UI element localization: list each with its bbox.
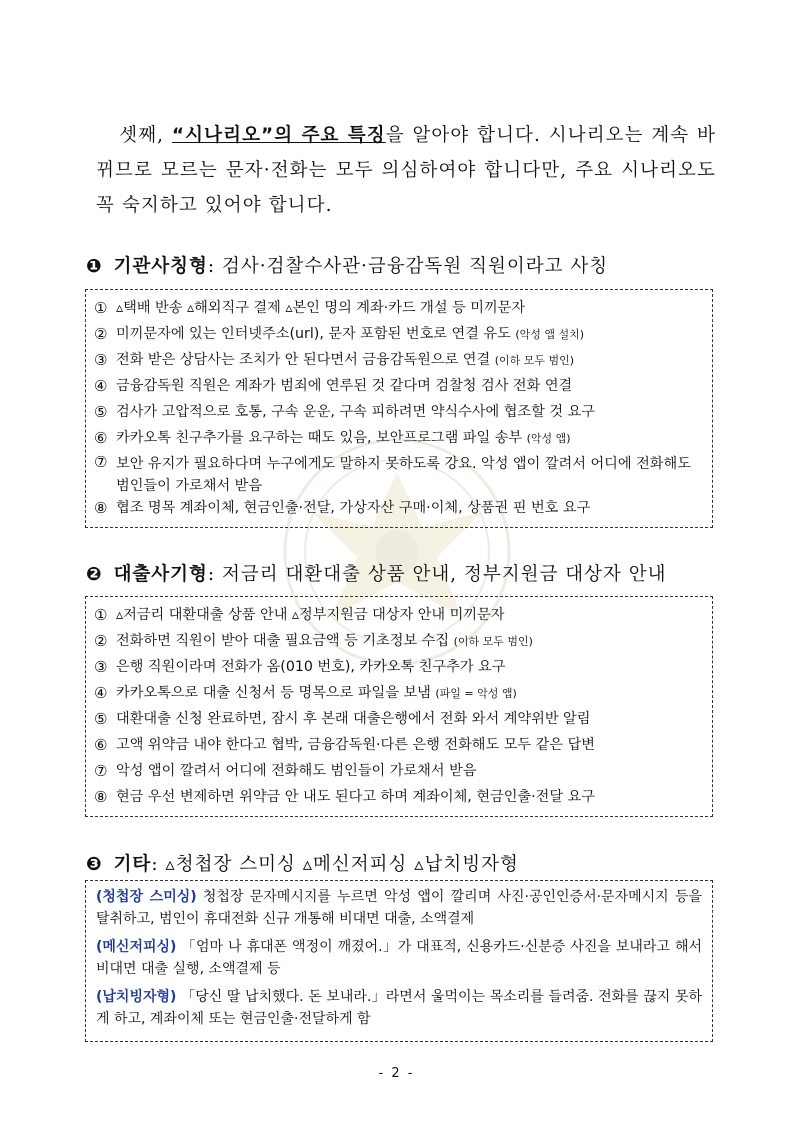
item-main-text: 대환대출 신청 완료하면, 잠시 후 본래 대출은행에서 전화 와서 계약위반 알림 (116, 711, 591, 727)
item-text (116, 451, 704, 497)
item-text (116, 630, 704, 653)
section-1-box (85, 289, 713, 528)
section-2-title: 대출사기형 (113, 564, 208, 585)
item-number: ① (94, 299, 108, 317)
list-item (94, 784, 704, 810)
item-text (116, 427, 704, 450)
section-2-subtitle: : 저금리 대환대출 상품 안내, 정부지원금 대상자 안내 (207, 564, 667, 585)
item-main-text: 전화 받은 상담사는 조치가 안 된다면서 금융감독원으로 연결 (116, 351, 495, 368)
section-1-title: 기관사칭형 (113, 256, 208, 277)
item-main-text: 협조 명목 계좌이체, 현금인출·전달, 가상자산 구매·이체, 상품권 핀 번호 요구 (116, 500, 591, 516)
item-note: (악성 앱 설치) (515, 327, 585, 341)
item-number: ③ (94, 658, 108, 676)
list-item (94, 321, 704, 347)
section-3-subtitle: : ▵청첩장 스미싱 ▵메신저피싱 ▵납치빙자형 (151, 854, 519, 875)
list-item (94, 654, 704, 680)
scenario-label: (납치빙자형) (96, 989, 177, 1005)
list-item (94, 732, 704, 758)
list-item (94, 451, 704, 495)
scenario-entry (96, 986, 702, 1030)
item-main-text: 고액 위약금 내야 한다고 협박, 금융감독원·다른 은행 전화해도 모두 같은 답변 (116, 737, 595, 753)
item-number: ⑥ (94, 429, 108, 447)
section-3-title: 기타 (113, 854, 152, 875)
item-number: ④ (94, 377, 108, 395)
item-number: ① (94, 606, 108, 624)
scenario-entry (96, 936, 702, 980)
scenario-label: (메신저피싱) (96, 939, 177, 955)
item-text (116, 375, 704, 397)
item-text (116, 497, 704, 519)
section-1-subtitle: : 검사·검찰수사관·금융감독원 직원이라고 사칭 (207, 256, 609, 277)
item-text (116, 734, 704, 756)
list-item (94, 295, 704, 321)
scenario-text: 청첩장 문자메시지를 누르면 악성 앱이 깔리며 사진·공인인증서·문자메시지 등을 탈취하고, 범인이 휴대전화 신규 개통해 비대면 대출, 소액결제 (96, 889, 702, 927)
list-item (94, 758, 704, 784)
item-main-text: 보안 유지가 필요하다며 누구에게도 말하지 못하도록 강요. 악성 앱이 깔려서 어디에 전화해도 범인들이 가로채서 받음 (116, 456, 691, 494)
list-item (94, 373, 704, 399)
item-main-text: 카카오톡 친구추가를 요구하는 때도 있음, 보안프로그램 파일 송부 (116, 429, 527, 446)
item-number: ⑧ (94, 788, 108, 806)
item-main-text: 미끼문자에 있는 인터넷주소(url), 문자 포함된 번호로 연결 유도 (116, 325, 516, 342)
item-text (116, 656, 704, 678)
item-number: ② (94, 325, 108, 343)
item-text (116, 786, 704, 808)
item-number: ⑧ (94, 499, 108, 517)
item-main-text: 은행 직원이라며 전화가 옴(010 번호), 카카오톡 친구추가 요구 (116, 659, 506, 675)
intro-key-phrase: “시나리오”의 주요 특징 (171, 125, 386, 146)
scenario-text: 「당신 딸 납치했다. 돈 보내라.」라면서 울먹이는 목소리를 들려줌. 전화를 끊지 못하게 하고, 계좌이체 또는 현금인출·전달하게 함 (96, 989, 702, 1027)
item-note: (이하 모두 범인) (453, 634, 533, 648)
item-main-text: 검사가 고압적으로 호통, 구속 운운, 구속 피하려면 약식수사에 협조할 것 요구 (116, 404, 595, 420)
list-item (94, 399, 704, 425)
item-number: ⑤ (94, 710, 108, 728)
scenario-text: 「엄마 나 휴대폰 액정이 깨졌어.」가 대표적, 신용카드·신분증 사진을 보내라고 해서 비대면 대출 실행, 소액결제 등 (96, 939, 702, 977)
item-number: ⑦ (94, 453, 108, 471)
item-note: (파일 = 악성 앱) (435, 686, 517, 700)
item-text (116, 401, 704, 423)
section-2-box (85, 596, 713, 817)
item-text (116, 604, 704, 626)
section-3-heading (86, 850, 519, 876)
scenario-entry (96, 886, 702, 930)
section-3-box (85, 880, 713, 1042)
list-item (94, 347, 704, 373)
item-text (116, 708, 704, 730)
item-main-text: ▵저금리 대환대출 상품 안내 ▵정부지원금 대상자 안내 미끼문자 (116, 607, 505, 623)
item-number: ③ (94, 351, 108, 369)
section-2-heading (86, 560, 667, 586)
intro-paragraph (96, 118, 716, 223)
section-1-number: ❶ (86, 256, 103, 277)
list-item (94, 628, 704, 654)
item-main-text: 전화하면 직원이 받아 대출 필요금액 등 기초정보 수집 (116, 632, 454, 649)
item-main-text: 악성 앱이 깔려서 어디에 전화해도 범인들이 가로채서 받음 (116, 763, 477, 779)
item-main-text: 금융감독원 직원은 계좌가 범죄에 연루된 것 같다며 검찰청 검사 전화 연결 (116, 378, 573, 394)
item-number: ⑦ (94, 762, 108, 780)
item-number: ⑥ (94, 736, 108, 754)
item-text (116, 297, 704, 319)
item-note: (악성 앱) (526, 431, 571, 445)
item-text (116, 760, 704, 782)
intro-post: 을 알아야 합니다. 시나리오는 계속 바뀌므로 모르는 문자·전화는 모두 의심하여야 합니다만, 주요 시나리오도 꼭 숙지하고 있어야 합니다. (96, 125, 716, 216)
item-number: ② (94, 632, 108, 650)
section-1-heading (86, 252, 608, 278)
item-text (116, 323, 704, 346)
list-item (94, 602, 704, 628)
section-3-number: ❸ (86, 854, 103, 875)
list-item (94, 680, 704, 706)
item-main-text: ▵택배 반송 ▵해외직구 결제 ▵본인 명의 계좌·카드 개설 등 미끼문자 (116, 300, 526, 316)
list-item (94, 495, 704, 521)
item-main-text: 현금 우선 변제하면 위약금 안 내도 된다고 하며 계좌이체, 현금인출·전달 요구 (116, 789, 595, 805)
item-number: ④ (94, 684, 108, 702)
item-text (116, 349, 704, 372)
section-2-number: ❷ (86, 564, 103, 585)
intro-pre: 셋째, (119, 125, 172, 146)
list-item (94, 706, 704, 732)
page-number: - 2 - (378, 1066, 415, 1081)
list-item (94, 425, 704, 451)
item-text (116, 682, 704, 705)
item-note: (이하 모두 범인) (494, 353, 575, 367)
item-number: ⑤ (94, 403, 108, 421)
item-main-text: 카카오톡으로 대출 신청서 등 명목으로 파일을 보냄 (116, 684, 436, 701)
scenario-label: (청첩장 스미싱) (96, 889, 197, 905)
